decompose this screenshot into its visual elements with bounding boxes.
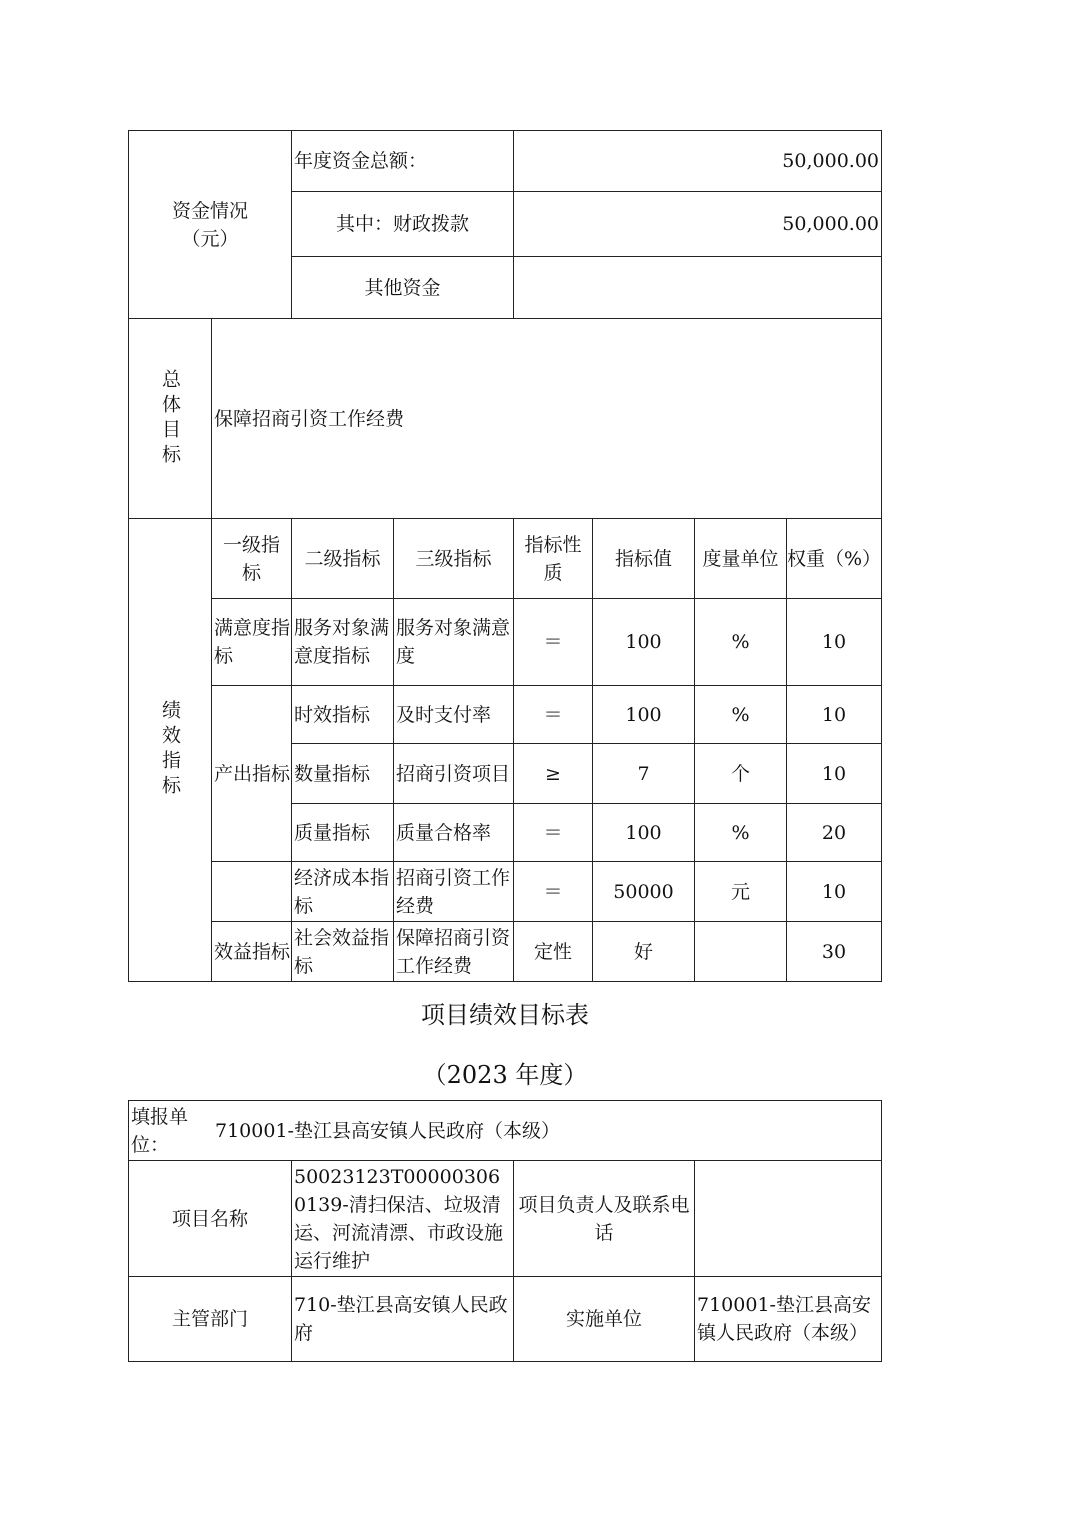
row-weight: 10 [786,743,882,804]
table-row: 及时支付率 [393,685,514,744]
table-row: 时效指标 [291,685,394,744]
table-row: 社会效益指标 [291,921,394,982]
row-unit: % [694,803,787,862]
contact-value [694,1160,882,1277]
unit-row [128,1100,882,1161]
row-nature: 定性 [513,921,593,982]
row-unit: 元 [694,861,787,922]
year-subtitle: （2023 年度） [422,1061,588,1089]
table-row: 质量合格率 [393,803,514,862]
table-row: 招商引资工作经费 [393,861,514,922]
funds-fiscal-label: 其中：财政拨款 [291,191,514,257]
row-value: 7 [592,743,695,804]
row-weight: 30 [786,921,882,982]
level1-output: 产出指标 [211,685,292,862]
level1-benefit: 效益指标 [211,921,292,982]
table-row: 质量指标 [291,803,394,862]
perf-label: 绩效指标 [128,518,212,982]
row-nature: ＝ [513,598,593,686]
row-unit: % [694,685,787,744]
project-name-value: 50023123T000003060139-清扫保洁、垃圾清运、河流清漂、市政设施运行维护 [291,1160,514,1277]
goal-label: 总体目标 [128,318,212,519]
row-weight: 10 [786,598,882,686]
funds-other-value [513,256,882,319]
row-nature: ＝ [513,803,593,862]
header-level2: 二级指标 [291,518,394,599]
project-name-label: 项目名称 [128,1160,292,1277]
unit-value: 710001-垫江县高安镇人民政府（本级） [215,1119,560,1142]
impl-label: 实施单位 [513,1276,695,1362]
dept-label: 主管部门 [128,1276,292,1362]
table-row: 招商引资项目 [393,743,514,804]
row-unit: 个 [694,743,787,804]
funds-total-value: 50,000.00 [513,130,882,192]
contact-label: 项目负责人及联系电话 [513,1160,695,1277]
table-row: 经济成本指标 [291,861,394,922]
page-title: 项目绩效目标表 [421,1001,589,1029]
header-level1: 一级指标 [211,518,292,599]
goal-text: 保障招商引资工作经费 [211,318,882,519]
table-row: 保障招商引资工作经费 [393,921,514,982]
impl-value: 710001-垫江县高安镇人民政府（本级） [694,1276,882,1362]
row-value: 好 [592,921,695,982]
row-nature: ＝ [513,861,593,922]
funds-total-label: 年度资金总额： [291,130,514,192]
header-weight: 权重（%） [786,518,882,599]
level1-satisfaction: 满意度指标 [211,598,292,686]
level1-cost [211,861,292,922]
table-row: 服务对象满意度指标 [291,598,394,686]
row-nature: ≥ [513,743,593,804]
dept-value: 710-垫江县高安镇人民政府 [291,1276,514,1362]
row-value: 50000 [592,861,695,922]
header-value: 指标值 [592,518,695,599]
row-nature: ＝ [513,685,593,744]
header-level3: 三级指标 [393,518,514,599]
funds-section-label: 资金情况（元） [128,130,292,319]
row-value: 100 [592,598,695,686]
table-row: 服务对象满意度 [393,598,514,686]
row-unit: % [694,598,787,686]
header-unit: 度量单位 [694,518,787,599]
table-row: 数量指标 [291,743,394,804]
row-value: 100 [592,685,695,744]
row-weight: 10 [786,861,882,922]
funds-fiscal-value: 50,000.00 [513,191,882,257]
row-weight: 20 [786,803,882,862]
row-unit [694,921,787,982]
row-value: 100 [592,803,695,862]
funds-other-label: 其他资金 [291,256,514,319]
header-nature: 指标性质 [513,518,593,599]
row-weight: 10 [786,685,882,744]
unit-label: 填报单位： [131,1105,189,1156]
